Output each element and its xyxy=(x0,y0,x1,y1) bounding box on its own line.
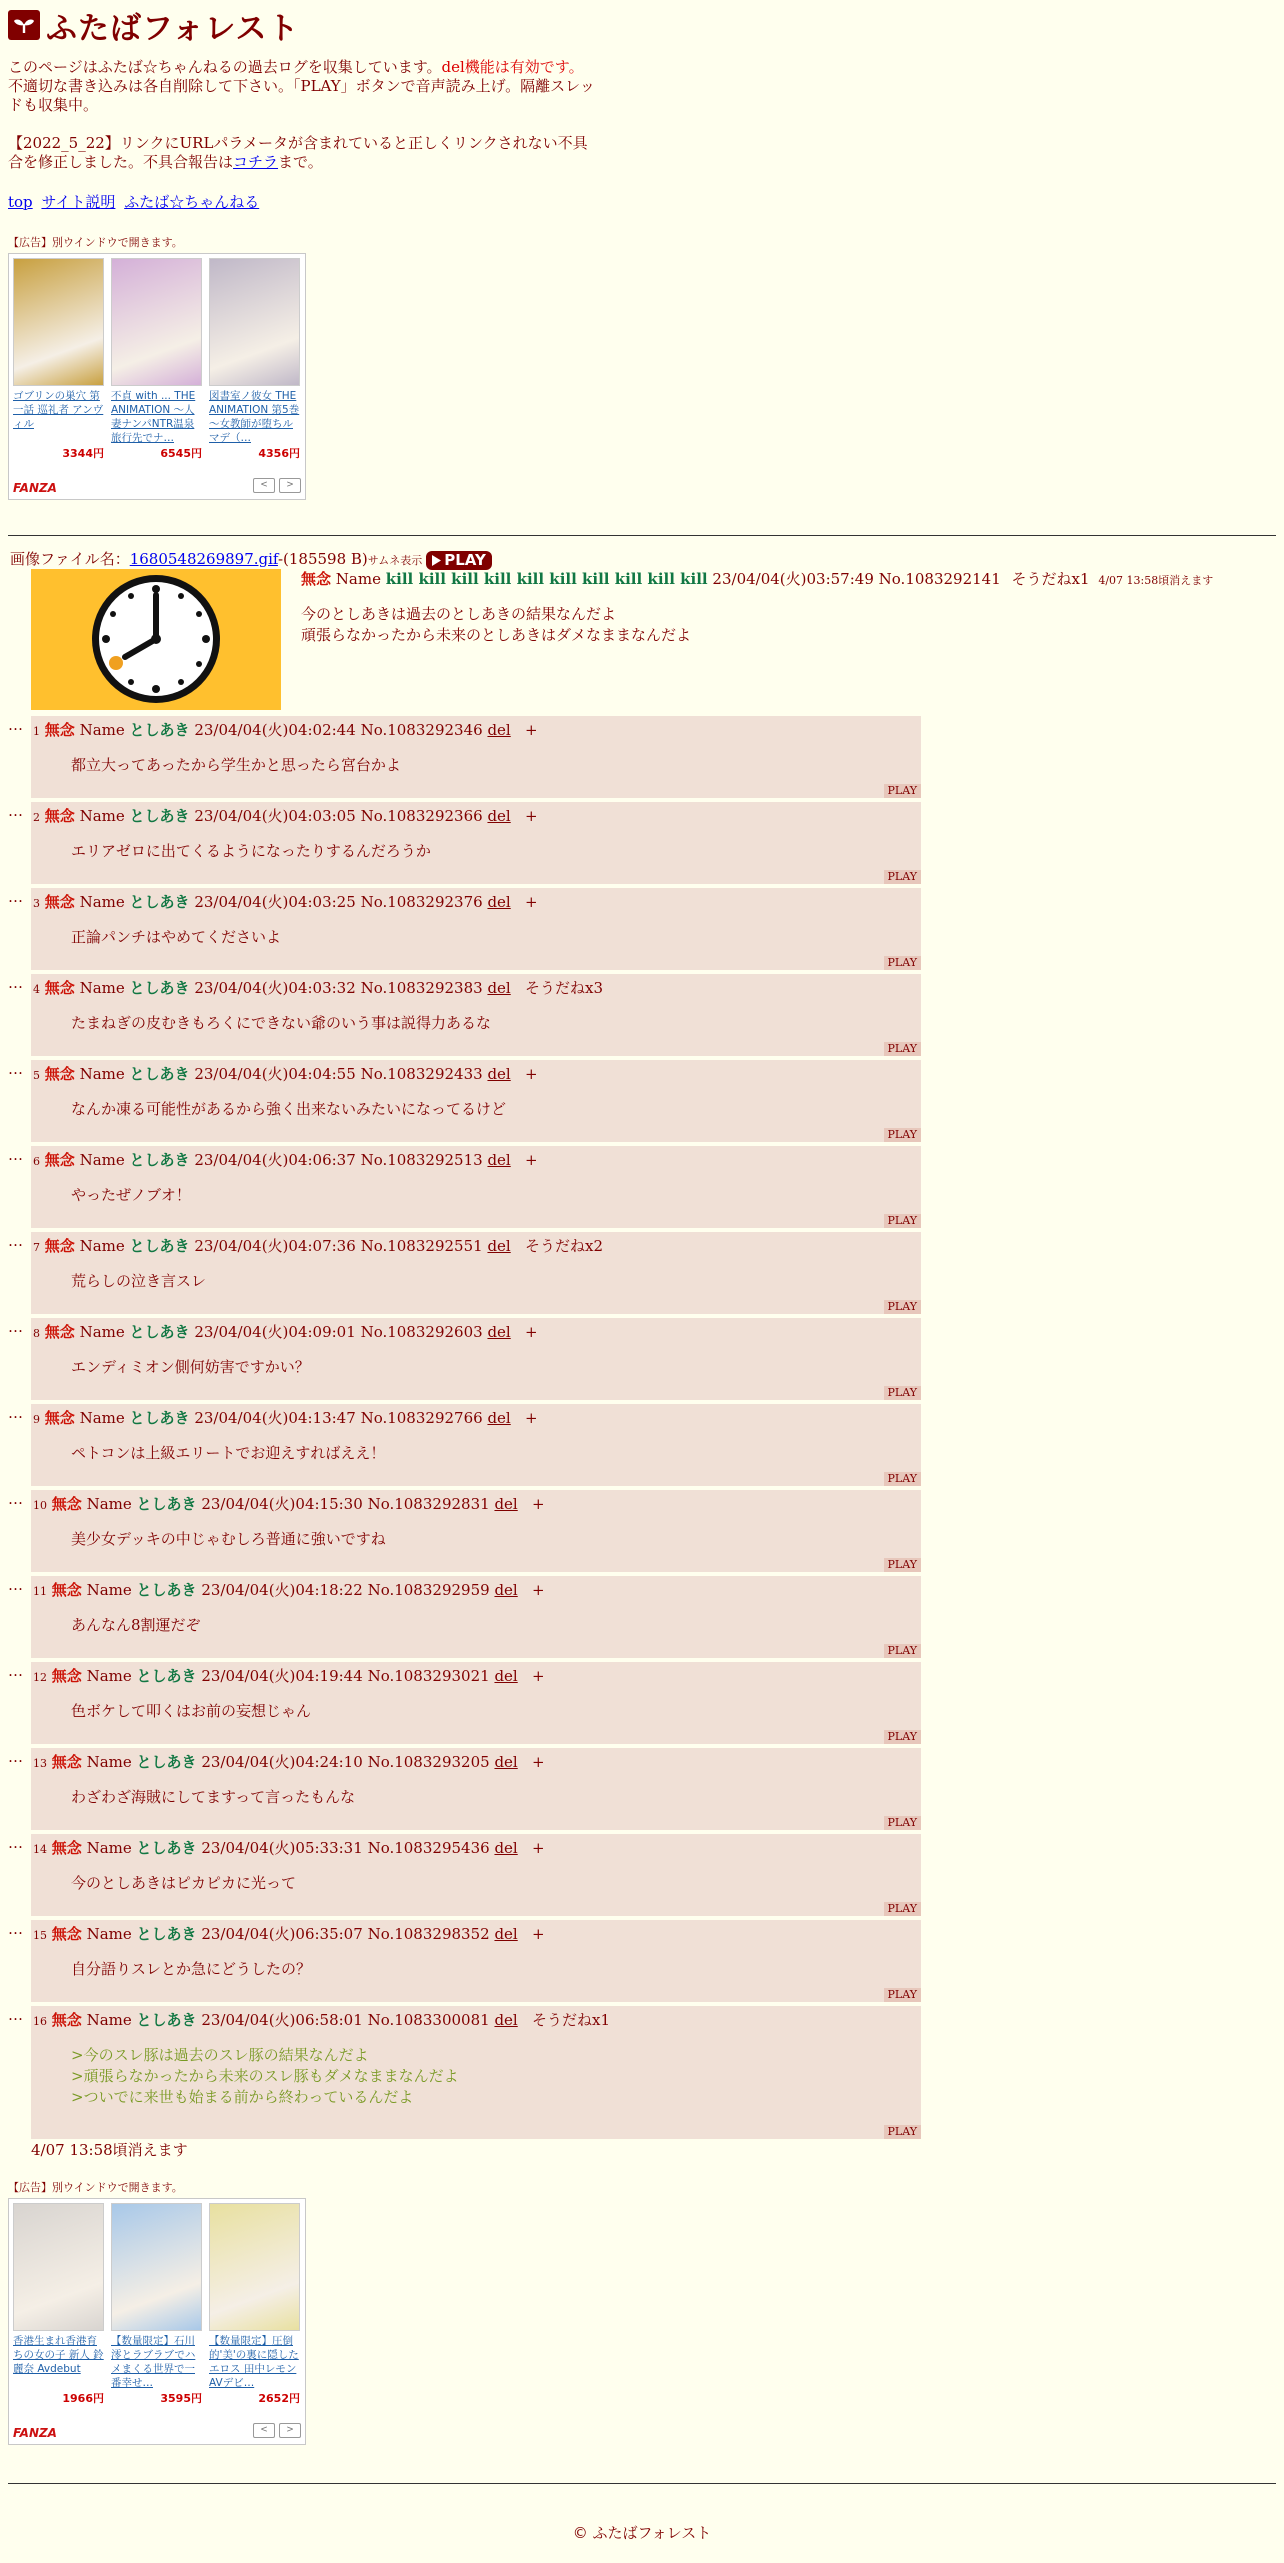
reply-body: 美少女デッキの中じゃむしろ普通に強いですね xyxy=(71,1530,386,1548)
ad-price: 3595円 xyxy=(160,2392,202,2405)
reply-menu-icon[interactable]: … xyxy=(8,2006,23,2024)
reply-box xyxy=(31,1404,921,1486)
reply-play-button[interactable]: PLAY xyxy=(884,1386,921,1400)
reply-menu-icon[interactable]: … xyxy=(8,1576,23,1594)
play-icon xyxy=(432,555,441,566)
divider xyxy=(8,2483,1276,2484)
op-play-button[interactable]: PLAY xyxy=(426,551,492,570)
reply-menu-icon[interactable]: … xyxy=(8,1490,23,1508)
ad-item[interactable] xyxy=(111,2203,202,2406)
ad-price: 2652円 xyxy=(258,2392,300,2405)
reply-box xyxy=(31,1146,921,1228)
ad-next-button[interactable]: > xyxy=(279,478,301,493)
sodane-button[interactable]: そうだねx3 xyxy=(525,979,604,997)
del-link[interactable]: del xyxy=(487,893,511,911)
reply-play-button[interactable]: PLAY xyxy=(884,1472,921,1486)
reply-box xyxy=(31,1576,921,1658)
reply-box xyxy=(31,716,921,798)
sodane-button[interactable]: + xyxy=(525,1323,538,1341)
sodane-button[interactable]: + xyxy=(525,1151,538,1169)
thread-expire: 4/07 13:58頃消えます xyxy=(31,2141,188,2159)
reply-number: 11 xyxy=(33,1585,47,1598)
reply-play-button[interactable]: PLAY xyxy=(884,1128,921,1142)
ad-title-link[interactable]: 不貞 with ... THE ANIMATION 〜人妻ナンパNTR温泉 旅行先でナ… xyxy=(111,390,196,444)
reply-number: 14 xyxy=(33,1843,47,1856)
reply-number: 15 xyxy=(33,1929,47,1942)
reply-body: 荒らしの泣き言スレ xyxy=(71,1272,207,1290)
del-link[interactable]: del xyxy=(487,979,511,997)
reply-play-button[interactable]: PLAY xyxy=(884,1988,921,2002)
reply-header: 8 無念 Name としあき 23/04/04(火)04:09:01 No.1083292603 del + xyxy=(33,1323,538,1341)
divider xyxy=(8,535,1276,536)
nav-futaba-link[interactable]: ふたば☆ちゃんねる xyxy=(124,193,260,211)
del-link[interactable]: del xyxy=(494,1495,518,1513)
reply-box xyxy=(31,2006,921,2139)
reply-number: 5 xyxy=(33,1069,40,1082)
reply-number: 13 xyxy=(33,1757,47,1770)
ad-title-link[interactable]: ゴブリンの巣穴 第一話 巡礼者 アンヴィル xyxy=(13,390,104,430)
reply-menu-icon[interactable]: … xyxy=(8,1748,23,1766)
reply-header: 5 無念 Name としあき 23/04/04(火)04:04:55 No.1083292433 del + xyxy=(33,1065,538,1083)
ad-thumbnail[interactable] xyxy=(111,2203,202,2331)
site-title[interactable]: ふたばフォレスト xyxy=(46,10,300,47)
reply-header: 15 無念 Name としあき 23/04/04(火)06:35:07 No.1083298352 del + xyxy=(33,1925,545,1943)
reply-header: 13 無念 Name としあき 23/04/04(火)04:24:10 No.1083293205 del + xyxy=(33,1753,545,1771)
reply-body: わざわざ海賊にしてますって言ったもんな xyxy=(71,1788,356,1806)
reply-body: エリアゼロに出てくるようになったりするんだろうか xyxy=(71,842,431,860)
reply-menu-icon[interactable]: … xyxy=(8,1318,23,1336)
ad-title-link[interactable]: 【数量限定】圧倒的'美'の裏に隠したエロス 田中レモン AVデビ… xyxy=(209,2335,299,2389)
fanza-logo[interactable]: FANZA xyxy=(13,2426,57,2440)
reply-header: 4 無念 Name としあき 23/04/04(火)04:03:32 No.1083292383 del そうだねx3 xyxy=(33,979,604,997)
reply-play-button[interactable]: PLAY xyxy=(884,870,921,884)
ad-widget-bottom xyxy=(8,2198,306,2445)
reply-menu-icon[interactable]: … xyxy=(8,1662,23,1680)
reply-box xyxy=(31,1920,921,2002)
reply-play-button[interactable]: PLAY xyxy=(884,1558,921,1572)
del-link[interactable]: del xyxy=(487,1237,511,1255)
del-link[interactable]: del xyxy=(487,721,511,739)
del-link[interactable]: del xyxy=(494,1581,518,1599)
reply-menu-icon[interactable]: … xyxy=(8,1060,23,1078)
sodane-button[interactable]: + xyxy=(525,1409,538,1427)
ad-thumbnail[interactable] xyxy=(209,2203,300,2331)
site-nav xyxy=(8,191,598,212)
del-link[interactable]: del xyxy=(487,1151,511,1169)
ad-thumbnail[interactable] xyxy=(209,258,300,386)
reply-body: やったぜノブオ！ xyxy=(71,1186,191,1204)
del-link[interactable]: del xyxy=(487,1409,511,1427)
reply-menu-icon[interactable]: … xyxy=(8,1920,23,1938)
op-file-link[interactable]: 1680548269897.gif xyxy=(129,550,278,568)
ad-item[interactable] xyxy=(111,258,202,461)
ad-title-link[interactable]: 【数量限定】石川澪とラブラブでハメまくる世界で一番幸せ… xyxy=(111,2335,196,2389)
ad-title-link[interactable]: 香港生まれ香港育ちの女の子 新人 鈴麗奈 Avdebut xyxy=(13,2335,104,2375)
fanza-logo[interactable]: FANZA xyxy=(13,481,57,495)
sodane-button[interactable]: + xyxy=(532,1753,545,1771)
reply-header: 16 無念 Name としあき 23/04/04(火)06:58:01 No.1083300081 del そうだねx1 xyxy=(33,2011,611,2029)
footer-copyright: © ふたばフォレスト xyxy=(572,2524,712,2542)
site-notice: 【2022_5_22】リンクにURLパラメータが含まれていると正しくリンクされない不具合を修正しました。不具合報告はコチラまで。 xyxy=(8,134,588,171)
reply-header: 2 無念 Name としあき 23/04/04(火)04:03:05 No.1083292366 del + xyxy=(33,807,538,825)
reply-play-button[interactable]: PLAY xyxy=(884,1816,921,1830)
del-link[interactable]: del xyxy=(487,807,511,825)
ad-section-bottom: 【広告】別ウインドウで開きます。 香港生まれ香港育ちの女の子 新人 鈴麗奈 Avdebut 1966円 【数量限定】石川澪とラブラブでハメまくる世界で一番幸せ… 3595円 【数量限定】圧倒的'美'の裏に隠したエロス 田中レモン AVデビ… 2652円 FANZA < > xyxy=(8,2164,306,2445)
reply-body: 自分語りスレとか急にどうしたの？ xyxy=(71,1960,312,1978)
reply-box xyxy=(31,1748,921,1830)
sodane-button[interactable]: + xyxy=(525,1065,538,1083)
reply-menu-icon[interactable]: … xyxy=(8,974,23,992)
ad-widget-top xyxy=(8,253,306,500)
reply-box xyxy=(31,1060,921,1142)
reply-box xyxy=(31,1834,921,1916)
op-image-clock[interactable] xyxy=(31,569,281,710)
reply-body: 色ボケして叩くはお前の妄想じゃん xyxy=(71,1702,312,1720)
reply-body: 正論パンチはやめてくださいよ xyxy=(71,928,282,946)
reply-header: 7 無念 Name としあき 23/04/04(火)04:07:36 No.1083292551 del そうだねx2 xyxy=(33,1237,604,1255)
reply-header: 1 無念 Name としあき 23/04/04(火)04:02:44 No.1083292346 del + xyxy=(33,721,538,739)
reply-box xyxy=(31,1232,921,1314)
reply-play-button[interactable]: PLAY xyxy=(884,1644,921,1658)
sodane-button[interactable]: + xyxy=(525,721,538,739)
ad-item[interactable] xyxy=(209,258,300,461)
reply-body: たまねぎの皮むきもろくにできない爺のいう事は説得力あるな xyxy=(71,1014,492,1032)
reply-body: あんなん8割運だぞ xyxy=(71,1616,201,1634)
reply-play-button[interactable]: PLAY xyxy=(884,1730,921,1744)
reply-body: ペトコンは上級エリートでお迎えすればええ！ xyxy=(71,1444,386,1462)
ad-note: 【広告】別ウインドウで開きます。 xyxy=(8,236,183,249)
reply-number: 1 xyxy=(33,725,40,738)
reply-box xyxy=(31,1662,921,1744)
reply-menu-icon[interactable]: … xyxy=(8,802,23,820)
reply-play-button[interactable]: PLAY xyxy=(884,1214,921,1228)
ad-next-button[interactable]: > xyxy=(279,2423,301,2438)
del-link[interactable]: del xyxy=(494,1753,518,1771)
reply-header: 3 無念 Name としあき 23/04/04(火)04:03:25 No.1083292376 del + xyxy=(33,893,538,911)
reply-header: 6 無念 Name としあき 23/04/04(火)04:06:37 No.1083292513 del + xyxy=(33,1151,538,1169)
thumbnail-toggle[interactable]: サムネ表示 xyxy=(367,554,423,567)
sprout-logo-icon xyxy=(8,10,40,40)
reply-body: 都立大ってあったから学生かと思ったら宮台かよ xyxy=(71,756,401,774)
op-sodane[interactable]: そうだねx1 xyxy=(1011,570,1090,588)
reply-body: 今のとしあきはピカピカに光って xyxy=(71,1874,297,1892)
reply-number: 7 xyxy=(33,1241,40,1254)
reply-number: 10 xyxy=(33,1499,47,1512)
ad-price: 6545円 xyxy=(160,447,202,460)
reply-number: 2 xyxy=(33,811,40,824)
ad-price: 3344円 xyxy=(62,447,104,460)
reply-menu-icon[interactable]: … xyxy=(8,1232,23,1250)
sodane-button[interactable]: + xyxy=(532,1667,545,1685)
sodane-button[interactable]: + xyxy=(525,807,538,825)
del-link[interactable]: del xyxy=(494,1839,518,1857)
reply-box xyxy=(31,802,921,884)
reply-play-button[interactable]: PLAY xyxy=(884,1042,921,1056)
sodane-button[interactable]: + xyxy=(532,1839,545,1857)
del-link[interactable]: del xyxy=(494,1925,518,1943)
op-header: 無念 Name kill kill kill kill kill kill kill kill kill kill 23/04/04(火)03:57:49 No.1083292141 そうだねx1 4/07 13:58頃消えます xyxy=(301,570,1214,588)
ad-price: 4356円 xyxy=(258,447,300,460)
ad-prev-button[interactable]: < xyxy=(253,478,275,493)
reply-body: なんか凍る可能性があるから強く出来ないみたいになってるけど xyxy=(71,1100,507,1118)
reply-header: 9 無念 Name としあき 23/04/04(火)04:13:47 No.1083292766 del + xyxy=(33,1409,538,1427)
reply-play-button[interactable]: PLAY xyxy=(884,956,921,970)
reply-header: 12 無念 Name としあき 23/04/04(火)04:19:44 No.1083293021 del + xyxy=(33,1667,545,1685)
reply-header: 10 無念 Name としあき 23/04/04(火)04:15:30 No.1083292831 del + xyxy=(33,1495,545,1513)
reply-number: 16 xyxy=(33,2015,47,2028)
sodane-button[interactable]: + xyxy=(525,893,538,911)
reply-menu-icon[interactable]: … xyxy=(8,888,23,906)
ad-item[interactable] xyxy=(209,2203,300,2406)
reply-number: 9 xyxy=(33,1413,40,1426)
sodane-button[interactable]: そうだねx2 xyxy=(525,1237,604,1255)
reply-play-button[interactable]: PLAY xyxy=(884,784,921,798)
sodane-button[interactable]: + xyxy=(532,1581,545,1599)
reply-box xyxy=(31,1318,921,1400)
nav-top-link[interactable]: top xyxy=(8,193,33,211)
site-header xyxy=(8,4,598,500)
reply-body: >今のスレ豚は過去のスレ豚の結果なんだよ >頑張らなかったから未来のスレ豚もダメなままなんだよ >ついでに来世も始まる前から終わっているんだよ xyxy=(71,2046,459,2106)
reply-menu-icon[interactable]: … xyxy=(8,1834,23,1852)
site-intro: このページはふたば☆ちゃんねるの過去ログを収集しています。del機能は有効です。不適切な書き込みは各自削除して下さい。「PLAY」ボタンで音声読み上げ。隔離スレッドも収集中。 xyxy=(8,58,595,114)
reply-box xyxy=(31,1490,921,1572)
reply-number: 4 xyxy=(33,983,40,996)
reply-number: 6 xyxy=(33,1155,40,1168)
ad-thumbnail[interactable] xyxy=(13,2203,104,2331)
ad-price: 1966円 xyxy=(62,2392,104,2405)
reply-menu-icon[interactable]: … xyxy=(8,1146,23,1164)
bug-report-link[interactable]: コチラ xyxy=(233,153,279,171)
ad-thumbnail[interactable] xyxy=(13,258,104,386)
reply-number: 12 xyxy=(33,1671,47,1684)
sodane-button[interactable]: + xyxy=(532,1925,545,1943)
del-link[interactable]: del xyxy=(487,1323,511,1341)
del-link[interactable]: del xyxy=(494,2011,518,2029)
reply-play-button[interactable]: PLAY xyxy=(884,1902,921,1916)
reply-menu-icon[interactable]: … xyxy=(8,716,23,734)
reply-header: 14 無念 Name としあき 23/04/04(火)05:33:31 No.1083295436 del + xyxy=(33,1839,545,1857)
reply-box xyxy=(31,888,921,970)
sodane-button[interactable]: + xyxy=(532,1495,545,1513)
ad-thumbnail[interactable] xyxy=(111,258,202,386)
reply-number: 8 xyxy=(33,1327,40,1340)
reply-body: エンディミオン側何妨害ですかい？ xyxy=(71,1358,310,1376)
op-body: 今のとしあきは過去のとしあきの結果なんだよ 頑張らなかったから未来のとしあきはダメなままなんだよ xyxy=(301,605,692,644)
sodane-button[interactable]: そうだねx1 xyxy=(532,2011,611,2029)
ad-prev-button[interactable]: < xyxy=(253,2423,275,2438)
reply-play-button[interactable]: PLAY xyxy=(884,2125,921,2139)
del-link[interactable]: del xyxy=(487,1065,511,1083)
reply-number: 3 xyxy=(33,897,40,910)
del-link[interactable]: del xyxy=(494,1667,518,1685)
ad-title-link[interactable]: 図書室ノ彼女 THE ANIMATION 第5巻 〜女教師が堕ちルマデ（… xyxy=(209,390,300,444)
reply-menu-icon[interactable]: … xyxy=(8,1404,23,1422)
ad-item[interactable] xyxy=(13,2203,104,2406)
reply-box xyxy=(31,974,921,1056)
op-file-line: 画像ファイル名：1680548269897.gif-(185598 B)サムネ表示 PLAY xyxy=(10,548,492,570)
ad-item[interactable] xyxy=(13,258,104,461)
reply-header: 11 無念 Name としあき 23/04/04(火)04:18:22 No.1083292959 del + xyxy=(33,1581,545,1599)
reply-play-button[interactable]: PLAY xyxy=(884,1300,921,1314)
nav-about-link[interactable]: サイト説明 xyxy=(41,193,116,211)
